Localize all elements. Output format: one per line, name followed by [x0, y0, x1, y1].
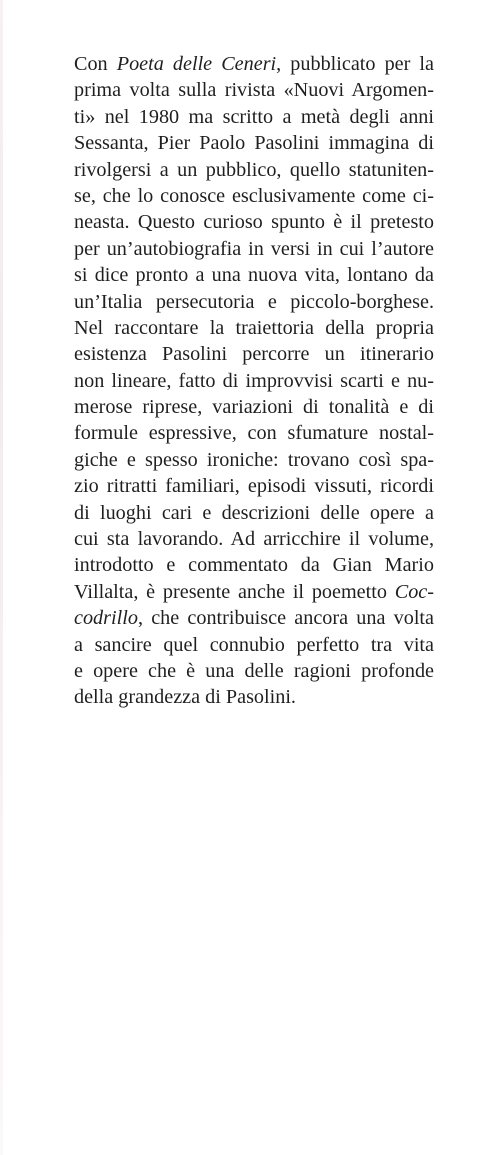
text-segment: si dice pronto a una nuova vita, lontano da: [74, 264, 434, 287]
text-line: [74, 605, 434, 631]
italic-title: Poeta delle Ceneri: [116, 53, 277, 75]
text-line: [74, 77, 434, 103]
text-segment: rivolgersi a un pubblico, quello statuniten-: [74, 158, 434, 181]
text-segment: della grandezza di Pasolini.: [74, 686, 296, 709]
text-line: [74, 157, 434, 183]
text-line: [74, 632, 434, 658]
text-line: [74, 473, 434, 499]
text-segment: per un’autobiografia in versi in cui l’autore: [74, 237, 434, 260]
text-line: [74, 315, 434, 341]
text-segment: giche e spesso ironiche: trovano così spa-: [74, 448, 434, 471]
text-segment: se, che lo conosce esclusivamente come ci-: [74, 184, 434, 207]
text-line: [74, 104, 434, 130]
text-line: [74, 552, 434, 578]
text-line: [74, 262, 434, 288]
text-segment: non lineare, fatto di improvvisi scarti e nu-: [74, 369, 434, 392]
text-segment: di luoghi cari e descrizioni delle opere a: [74, 501, 434, 524]
text-segment: Villalta, è presente anche il poemetto: [74, 580, 395, 603]
text-segment: introdotto e commentato da Gian Mario: [74, 554, 434, 577]
text-segment: zio ritratti familiari, episodi vissuti, ricordi: [74, 475, 434, 498]
text-line: [74, 368, 434, 394]
text-segment: esistenza Pasolini percorre un itinerario: [74, 343, 434, 366]
text-segment: , pubblicato per la: [276, 53, 434, 75]
italic-title: Coc-: [394, 580, 434, 603]
text-line: [74, 209, 434, 235]
text-line: [74, 51, 434, 77]
text-segment: un’Italia persecutoria e piccolo-borghese.: [74, 290, 434, 313]
text-segment: prima volta sulla rivista «Nuovi Argomen-: [74, 79, 434, 102]
text-line: [74, 526, 434, 552]
text-segment: formule espressive, con sfumature nostal-: [74, 422, 434, 445]
text-line: [74, 130, 434, 156]
text-segment: ti» nel 1980 ma scritto a metà degli anni: [74, 105, 434, 128]
text-line: [74, 236, 434, 262]
text-segment: a sancire quel connubio perfetto tra vita: [74, 633, 434, 656]
italic-title: codrillo: [74, 607, 138, 630]
text-line: [74, 579, 434, 605]
text-line: [74, 183, 434, 209]
text-segment: Nel raccontare la traiettoria della propria: [74, 316, 434, 339]
text-segment: neasta. Questo curioso spunto è il pretesto: [74, 211, 434, 234]
text-line: [74, 500, 434, 526]
text-line: [74, 341, 434, 367]
text-segment: Con: [74, 53, 117, 75]
text-segment: Sessanta, Pier Paolo Pasolini immagina di: [74, 132, 434, 155]
text-line: [74, 447, 434, 473]
text-segment: cui sta lavorando. Ad arricchire il volume,: [74, 528, 434, 551]
text-line: [74, 658, 434, 684]
text-line: [74, 420, 434, 446]
page-edge: [0, 0, 3, 1155]
text-line: [74, 289, 434, 315]
text-segment: , che contribuisce ancora una volta: [137, 607, 434, 630]
text-line: [74, 394, 434, 420]
text-segment: e opere che è una delle ragioni profonde: [74, 659, 434, 682]
text-segment: merose riprese, variazioni di tonalità e di: [74, 396, 434, 419]
blurb-text: [74, 51, 434, 711]
text-line: [74, 684, 434, 710]
